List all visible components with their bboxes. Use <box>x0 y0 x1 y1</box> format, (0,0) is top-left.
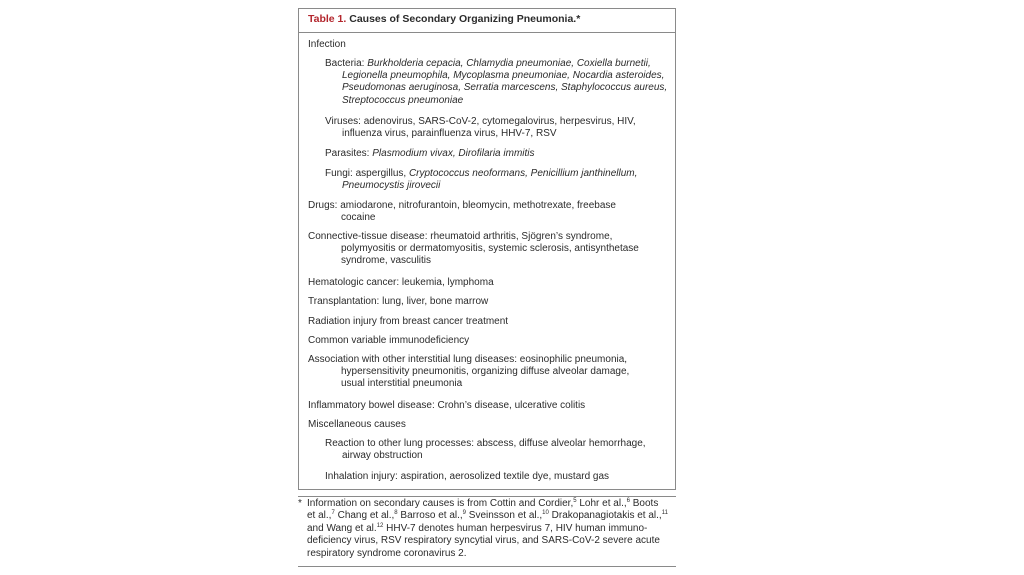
row-infection: Infection <box>308 39 346 50</box>
row-connective-tissue: Connective-tissue disease: rheumatoid arthritis, Sjögren’s syndrome, polymyositis or dermatomyositis, systemic sclerosis, antisynthetase syndrome, vasculitis <box>308 231 639 267</box>
row-transplantation: Transplantation: lung, liver, bone marrow <box>308 296 489 307</box>
row-immunodeficiency: Common variable immunodeficiency <box>308 335 470 346</box>
row-fungi: Fungi: aspergillus, Cryptococcus neoformans, Penicillium janthinellum, Pneumocystis jirovecii <box>325 168 638 192</box>
row-reaction: Reaction to other lung processes: abscess, diffuse alveolar hemorrhage, airway obstruction <box>325 438 646 462</box>
row-misc: Miscellaneous causes <box>308 419 406 430</box>
table-title <box>299 9 675 33</box>
row-bacteria: Bacteria: Burkholderia cepacia, Chlamydia pneumoniae, Coxiella burnetii, Legionella pneumophila, Mycoplasma pneumoniae, Nocardia asteroides, Pseudomonas aeruginosa, Serratia marcescens, Staphylococcus aureus, Streptococcus pneumoniae <box>325 58 668 106</box>
row-ibd: Inflammatory bowel disease: Crohn’s disease, ulcerative colitis <box>308 400 586 411</box>
row-drugs: Drugs: amiodarone, nitrofurantoin, bleomycin, methotrexate, freebase cocaine <box>308 200 616 224</box>
table-title-text: Causes of Secondary Organizing Pneumonia.* <box>349 13 581 25</box>
row-hematologic: Hematologic cancer: leukemia, lymphoma <box>308 277 494 288</box>
row-interstitial: Association with other interstitial lung diseases: eosinophilic pneumonia, hypersensitivity pneumonitis, organizing diffuse alveolar damage, usual interstitial pneumonia <box>308 354 630 390</box>
footnote-bottom-divider <box>298 566 676 567</box>
footnote-divider <box>298 496 676 497</box>
row-radiation: Radiation injury from breast cancer treatment <box>308 316 509 327</box>
table-footnote: * Information on secondary causes is from Cottin and Cordier,$^5$ Lohr et al.,$^6$ Boots et al.,$^7$ Chang et al.,$^8$ Barroso et al.,$^9$ Sveinsson et al.,$^{10}$ Drakopanagiotakis et al.,$^{11}$ and Wang et al.$^{12}$ HHV-7 denotes human herpesvirus 7, HIV human immuno- deficiency virus, RSV respiratory syncytial virus, and SARS-CoV-2 severe acute respiratory syndrome coronavirus 2. <box>298 498 668 559</box>
table-number-label: Table 1. <box>308 13 347 25</box>
row-parasites: Parasites: Plasmodium vivax, Dirofilaria immitis <box>325 148 535 159</box>
row-inhalation: Inhalation injury: aspiration, aerosolized textile dye, mustard gas <box>325 471 610 482</box>
row-viruses: Viruses: adenovirus, SARS-CoV-2, cytomegalovirus, herpesvirus, HIV, influenza virus, parainfluenza virus, HHV-7, RSV <box>325 116 636 140</box>
table-1 <box>298 8 676 490</box>
